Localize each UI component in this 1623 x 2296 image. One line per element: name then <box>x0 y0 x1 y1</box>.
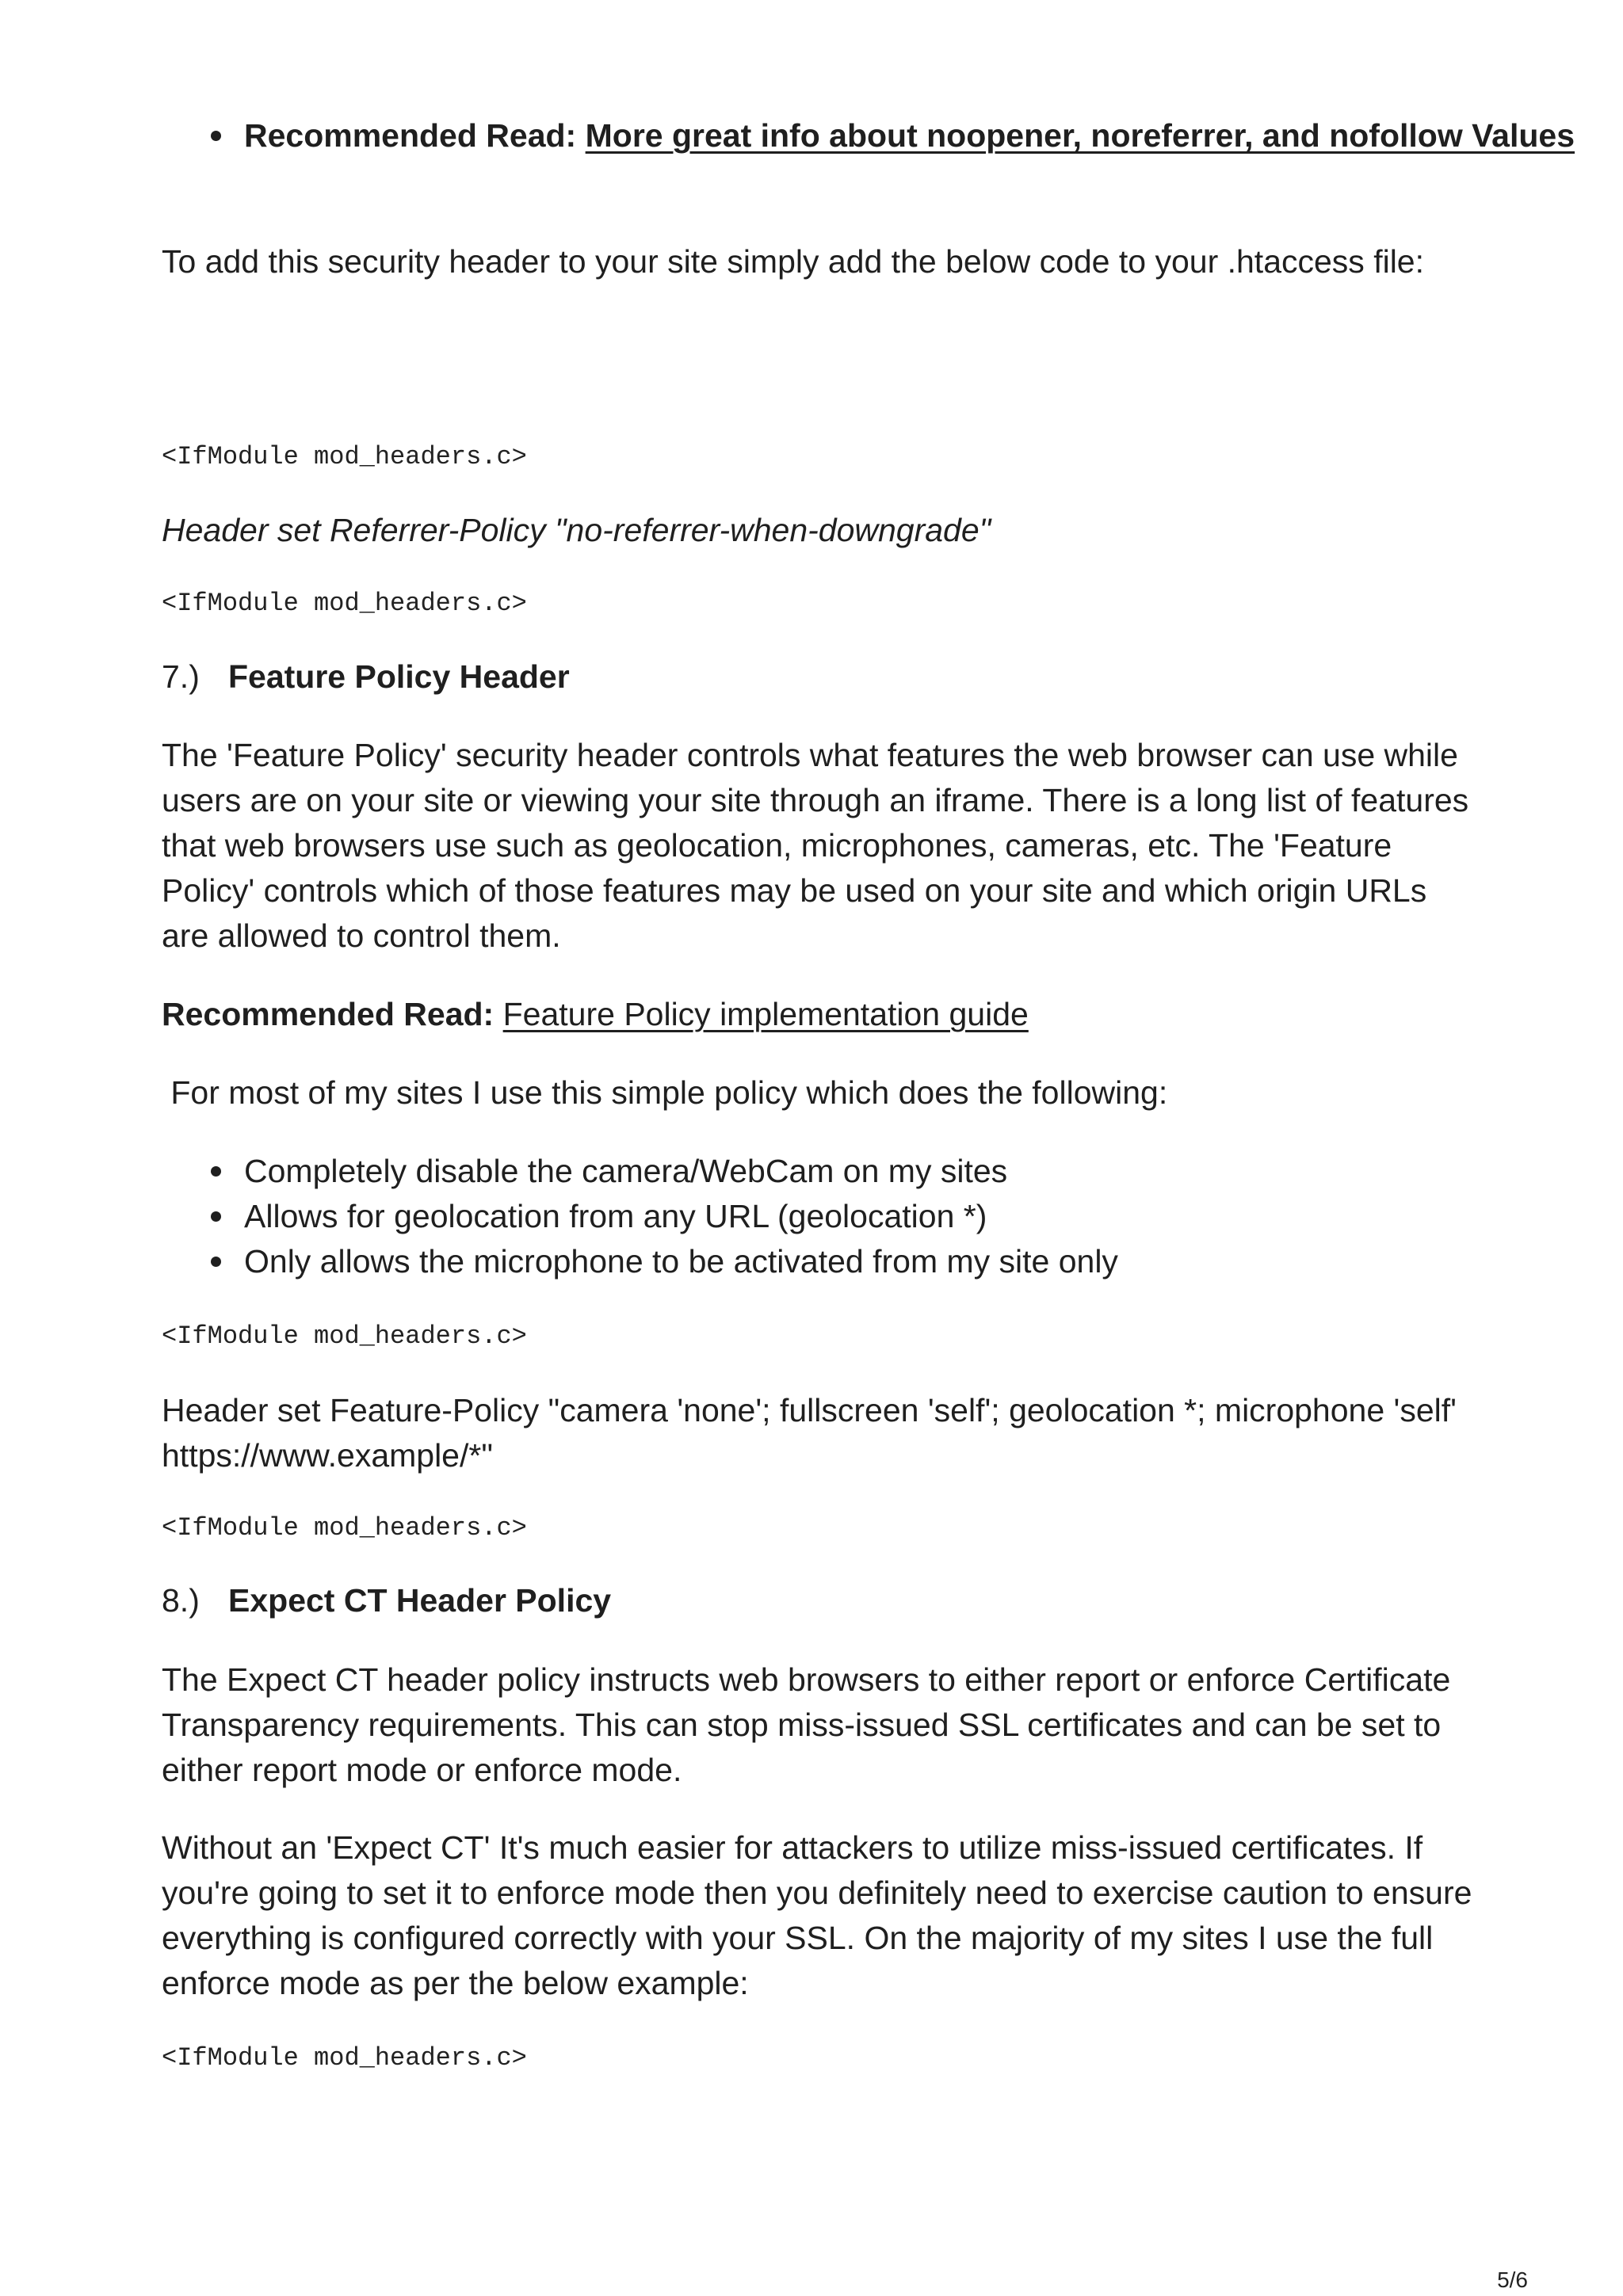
noopener-info-link[interactable]: More great info about noopener, noreferrer, and nofollow Values <box>585 117 1575 154</box>
code-referrer-line: Header set Referrer-Policy "no-referrer-when-downgrade" <box>162 512 991 548</box>
section-8-body-2: Without an 'Expect CT' It's much easier for attackers to utilize miss-issued certificates. If you're going to set it to enforce mode then you definitely need to exercise caution to ensure everything is configured correctly with your SSL. On the majority of my sites I use the full enforce mode as per the below example: <box>162 1829 1472 2001</box>
feature-policy-recommended-read <box>162 992 1493 1037</box>
recommended-read-label: Recommended Read: <box>162 996 495 1032</box>
intro-paragraph: To add this security header to your site simply add the below code to your .htaccess file: <box>162 243 1424 280</box>
section-7-body: The 'Feature Policy' security header controls what features the web browser can use while users are on your site or viewing your site through an iframe. There is a long list of features that web browsers use such as geolocation, microphones, cameras, etc. The 'Feature Policy' controls which of those features may be used on your site and which origin URLs are allowed to control them. <box>162 737 1469 954</box>
code-feature-policy-line: Header set Feature-Policy "camera 'none'; fullscreen 'self'; geolocation *; microphone 'self' https://www.example/*" <box>162 1392 1457 1474</box>
code-ifmodule-close: <IfModule mod_headers.c> <box>162 589 527 618</box>
list-item <box>244 113 1575 158</box>
section-7-number: 7.) <box>162 658 200 695</box>
section-7-heading <box>162 654 1493 700</box>
feature-policy-guide-link[interactable]: Feature Policy implementation guide <box>502 996 1029 1032</box>
section-8-body-1: The Expect CT header policy instructs web browsers to either report or enforce Certificate Transparency requirements. This can stop miss-issued SSL certificates and can be set to either report mode or enforce mode. <box>162 1661 1451 1788</box>
section-8-heading <box>162 1578 1493 1623</box>
policy-intro: For most of my sites I use this simple policy which does the following: <box>162 1074 1168 1111</box>
section-8-title: Expect CT Header Policy <box>228 1582 612 1619</box>
list-item: Only allows the microphone to be activated from my site only <box>244 1239 1575 1284</box>
page-number: 5/6 <box>1497 2267 1528 2292</box>
list-item: Allows for geolocation from any URL (geolocation *) <box>244 1194 1575 1239</box>
section-7-title: Feature Policy Header <box>228 658 570 695</box>
list-item: Completely disable the camera/WebCam on my sites <box>244 1149 1575 1194</box>
section-8-number: 8.) <box>162 1582 200 1619</box>
code-ifmodule-close: <IfModule mod_headers.c> <box>162 1513 527 1543</box>
code-ifmodule-open: <IfModule mod_headers.c> <box>162 2043 527 2073</box>
policy-bullets <box>162 1149 1575 1284</box>
recommended-read-list <box>162 113 1575 158</box>
recommended-read-label: Recommended Read: <box>244 117 577 154</box>
code-ifmodule-open: <IfModule mod_headers.c> <box>162 442 527 471</box>
code-ifmodule-open: <IfModule mod_headers.c> <box>162 1322 527 1351</box>
